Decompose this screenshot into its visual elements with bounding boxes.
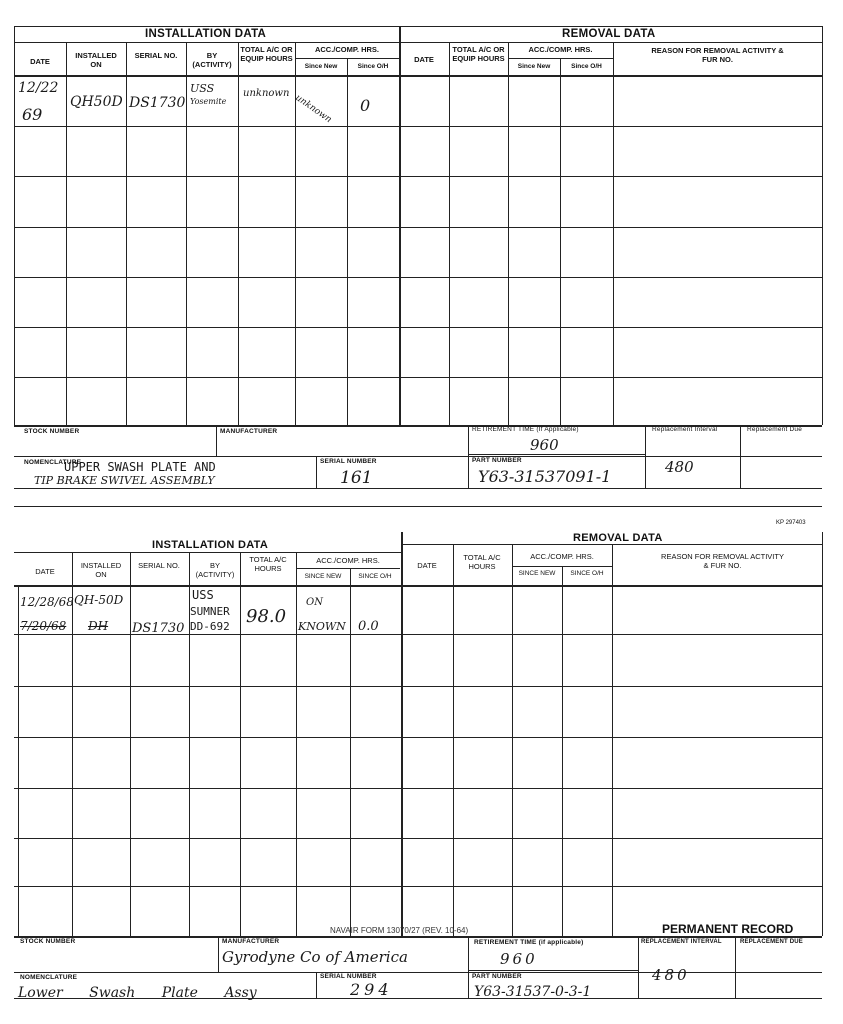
entry-serial: DS1730 [129,95,186,111]
serial-number-value: 161 [340,468,373,488]
entry-activity-line1: USS [190,82,215,95]
date-header: DATE [30,57,50,66]
removal-since-new-header-lower: SINCE NEW [518,570,556,577]
manufacturer-label-lower: MANUFACTURER [222,938,280,945]
since-new-header: Since New [304,63,338,70]
replacement-interval-label: Replacement Interval [652,426,718,433]
entry-activity-line1-lower: USS [192,588,214,602]
permanent-record-label: PERMANENT RECORD [662,922,794,936]
by-activity-header: BY (ACTIVITY) [192,51,232,69]
serial-number-label-lower: SERIAL NUMBER [320,973,377,980]
serial-number-value-lower: 294 [350,980,393,999]
entry-activity-line3-lower: DD-692 [190,620,230,633]
removal-since-oh-header-lower: SINCE O/H [570,570,604,577]
nomenclature-label: NOMENCLATURE [24,459,82,466]
entry-total-hours-lower: 98.0 [246,606,287,627]
stock-number-label: STOCK NUMBER [24,428,80,435]
removal-data-title-lower: REMOVAL DATA [573,532,663,544]
by-activity-header-lower: BY (ACTIVITY) [195,561,235,579]
entry-since-oh-lower: 0.0 [358,619,379,634]
installation-data-title: INSTALLATION DATA [145,28,267,40]
since-oh-header: Since O/H [357,63,389,70]
replacement-due-label: Replacement Due [747,426,803,433]
part-number-label: PART NUMBER [472,457,522,464]
stock-number-label-lower: STOCK NUMBER [20,938,76,945]
removal-data-title: REMOVAL DATA [562,28,656,40]
nomenclature-line2: TIP BRAKE SWIVEL ASSEMBLY [34,474,215,487]
replacement-interval-label-lower: REPLACEMENT INTERVAL [641,939,722,945]
entry-serial-lower: DS1730 [132,621,185,636]
entry-date-line2-lower: 7/20/68 [20,619,67,633]
removal-acc-comp-hrs-header-lower: ACC./COMP. HRS. [530,552,594,561]
manufacturer-value: Gyrodyne Co of America [222,948,408,966]
replacement-due-label-lower: REPLACEMENT DUE [740,939,804,945]
total-hours-header: TOTAL A/C OR EQUIP HOURS [240,45,293,63]
part-number-value: Y63-31537091-1 [478,467,612,486]
removal-total-hours-header-lower: TOTAL A/C HOURS [463,553,501,571]
nomenclature-label-lower: NOMENCLATURE [20,974,78,981]
entry-since-new-line1-lower: ON [306,597,323,608]
serial-no-header: SERIAL NO. [134,51,178,60]
entry-date-line1: 12/22 [18,80,59,96]
reason-header-lower: REASON FOR REMOVAL ACTIVITY & FUR NO. [661,552,784,570]
retirement-time-label: RETIREMENT TIME (If Applicable) [472,426,579,433]
form-reference: NAVAIR FORM 13070/27 (REV. 10-64) [330,926,469,935]
removal-total-hours-header: TOTAL A/C OR EQUIP HOURS [452,45,505,63]
removal-date-header-lower: DATE [417,561,437,570]
entry-installed-on: QH50D [70,94,123,110]
retirement-time-value-lower: 960 [500,950,538,968]
acc-comp-hrs-header: ACC./COMP. HRS. [314,45,380,54]
replacement-interval-value: 480 [665,458,694,476]
installed-on-header-lower: INSTALLED ON [80,561,122,579]
entry-since-new-line2-lower: KNOWN [298,620,346,633]
part-number-label-lower: PART NUMBER [472,973,522,980]
removal-acc-comp-hrs-header: ACC./COMP. HRS. [528,45,593,54]
reason-header: REASON FOR REMOVAL ACTIVITY & FUR NO. [651,46,784,64]
form-code: KP 297403 [776,520,806,526]
retirement-time-label-lower: RETIREMENT TIME (if applicable) [474,939,584,946]
entry-total-hours: unknown [243,88,290,99]
entry-installed-on-line2-lower: DH [88,619,109,633]
part-number-value-lower: Y63-31537-0-3-1 [474,984,592,1000]
nomenclature-line1: UPPER SWASH PLATE AND [64,460,216,474]
entry-since-oh: 0 [360,96,371,115]
manufacturer-label: MANUFACTURER [220,428,278,435]
nomenclature-value-lower: Lower Swash Plate Assy [18,985,257,1001]
replacement-interval-value-lower: 480 [652,966,690,984]
since-oh-header-lower: SINCE O/H [358,573,392,580]
date-header-lower: DATE [35,567,55,576]
entry-installed-on-line1-lower: QH-50D [74,593,124,607]
entry-date-line1-lower: 12/28/68 [20,595,74,609]
serial-no-header-lower: SERIAL NO. [138,561,180,570]
total-hours-header-lower: TOTAL A/C HOURS [249,555,287,573]
removal-since-oh-header: Since O/H [571,63,602,70]
acc-comp-hrs-header-lower: ACC./COMP. HRS. [316,556,380,565]
removal-date-header: DATE [414,55,434,64]
entry-date-line2: 69 [22,105,43,124]
serial-number-label: SERIAL NUMBER [320,458,377,465]
removal-since-new-header: Since New [517,63,551,70]
entry-activity-line2: Yosemite [190,97,227,106]
entry-since-new: unknown [293,93,334,126]
entry-activity-line2-lower: SUMNER [190,605,230,618]
installed-on-header: INSTALLED ON [75,51,117,69]
installation-data-title-lower: INSTALLATION DATA [152,539,269,551]
retirement-time-value: 960 [530,436,559,454]
since-new-header-lower: SINCE NEW [304,573,342,580]
